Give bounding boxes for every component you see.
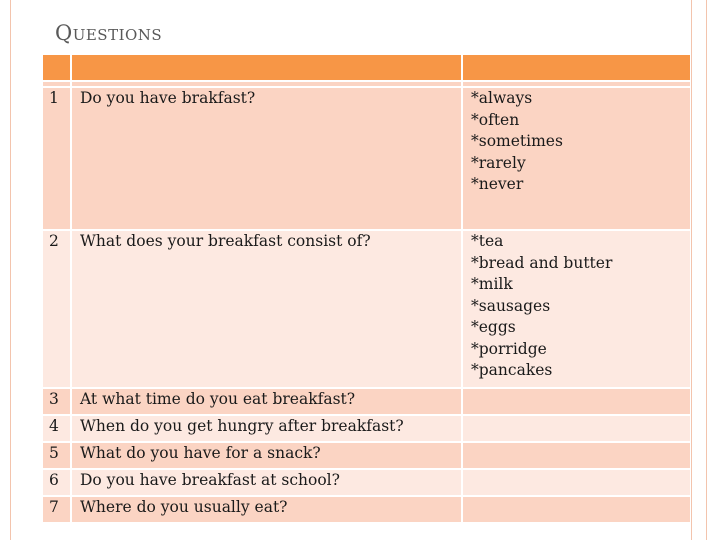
table-row	[43, 497, 690, 524]
frame-line-left	[10, 0, 11, 540]
question-text: What do you have for a snack?	[70, 443, 461, 470]
frame-line-right	[691, 0, 692, 540]
row-number: 5	[43, 443, 70, 470]
table-row	[43, 416, 690, 443]
header-cell-num	[43, 55, 70, 82]
row-number: 3	[43, 389, 70, 416]
header-cell-question	[70, 55, 461, 82]
table-row	[43, 231, 690, 389]
row-number: 2	[43, 231, 70, 389]
table-header-row	[43, 55, 690, 82]
answer-options	[461, 497, 690, 524]
row-number: 6	[43, 470, 70, 497]
question-text: When do you get hungry after breakfast?	[70, 416, 461, 443]
answer-option: *sometimes	[471, 132, 563, 150]
question-text: What does your breakfast consist of?	[70, 231, 461, 389]
answer-option: *milk	[471, 275, 513, 293]
answer-options	[461, 470, 690, 497]
answer-option: *always	[471, 89, 533, 107]
answer-option: *never	[471, 175, 524, 193]
answer-option: *sausages	[471, 296, 551, 315]
answer-option: *tea	[471, 232, 504, 250]
row-number: 1	[43, 88, 70, 231]
header-cell-answers	[461, 55, 690, 82]
question-text: At what time do you eat breakfast?	[70, 389, 461, 416]
questions-table	[43, 55, 690, 524]
page-title: Questions	[55, 21, 163, 45]
table-row	[43, 389, 690, 416]
answer-options	[461, 231, 690, 389]
question-text: Where do you usually eat?	[70, 497, 461, 524]
answer-option: *rarely	[471, 153, 526, 172]
table-row	[43, 470, 690, 497]
row-number: 7	[43, 497, 70, 524]
frame-line-right-outer	[706, 0, 707, 540]
answer-option: *pancakes	[471, 361, 553, 379]
answer-options	[461, 416, 690, 443]
answer-options	[461, 443, 690, 470]
answer-options	[461, 88, 690, 231]
answer-option: *eggs	[471, 318, 516, 336]
question-text: Do you have brakfast?	[70, 88, 461, 231]
answer-option: *bread and butter	[471, 253, 613, 272]
answer-option: *often	[471, 110, 520, 129]
answer-options	[461, 389, 690, 416]
row-number: 4	[43, 416, 70, 443]
table-row	[43, 88, 690, 231]
answer-option: *porridge	[471, 339, 547, 358]
question-text: Do you have breakfast at school?	[70, 470, 461, 497]
table-row	[43, 443, 690, 470]
